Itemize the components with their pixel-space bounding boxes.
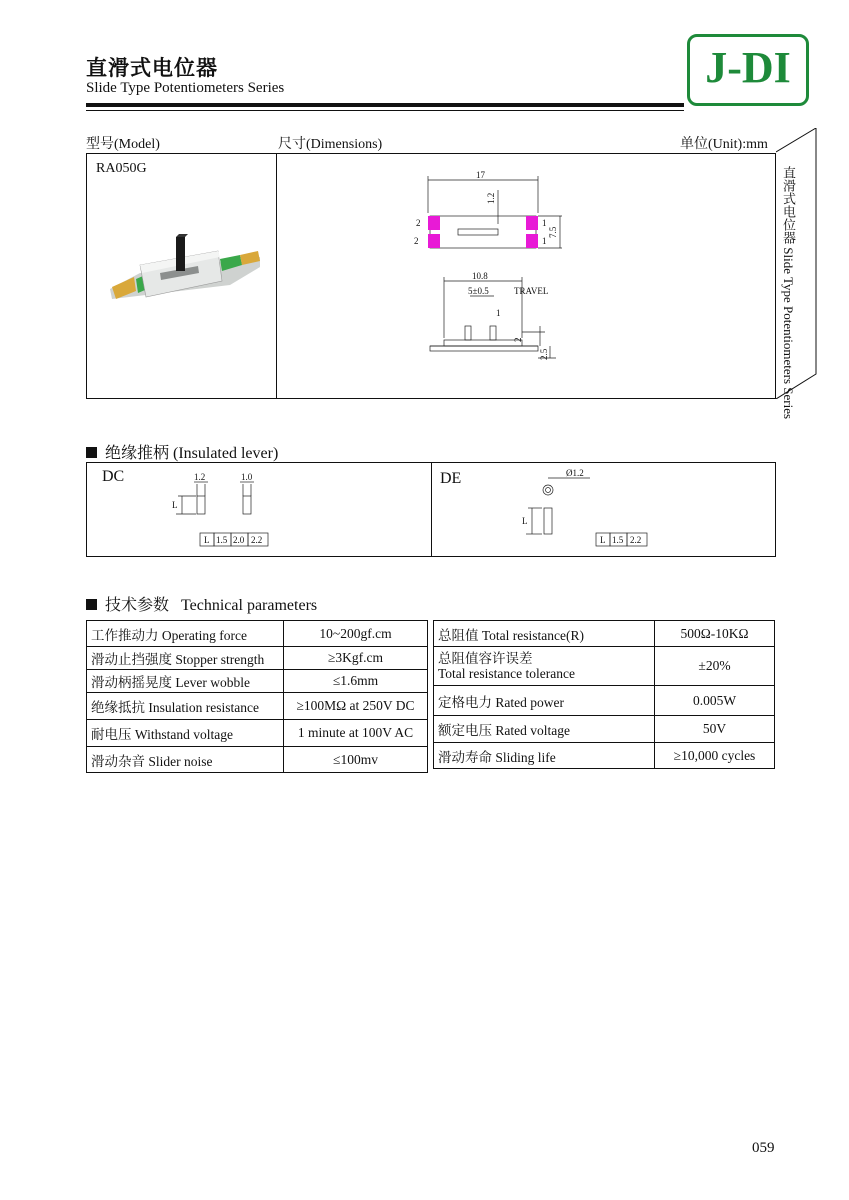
tech-table-right xyxy=(433,620,775,769)
side-tab-label: 直滑式电位器 Slide Type Potentiometers Series xyxy=(781,166,796,420)
de-dim-dia: Ø1.2 xyxy=(566,468,584,478)
table-row xyxy=(87,720,428,747)
dc-option-1: 1.5 xyxy=(216,535,228,545)
table-row xyxy=(434,647,775,686)
de-option-2: 2.2 xyxy=(630,535,642,545)
param-label xyxy=(434,647,655,686)
dim-7-5: 7.5 xyxy=(548,226,558,238)
param-value: 500Ω-10KΩ xyxy=(655,621,775,647)
panel-divider xyxy=(276,153,277,399)
dc-dim-1-2: 1.2 xyxy=(194,472,206,482)
param-value: 10~200gf.cm xyxy=(284,621,428,647)
param-label: 滑动杂音 Slider noise xyxy=(87,747,284,773)
de-option-1: 1.5 xyxy=(612,535,624,545)
lever-dc-label: DC xyxy=(102,468,125,485)
param-value: 1 minute at 100V AC xyxy=(284,720,428,747)
param-value: 50V xyxy=(655,716,775,743)
brand-logo: J-DI xyxy=(687,34,809,106)
dim-2a: 2 xyxy=(416,218,421,228)
param-label: 定格电力 Rated power xyxy=(434,686,655,716)
product-photo xyxy=(100,215,270,315)
de-lever-drawing xyxy=(510,466,650,550)
table-row xyxy=(87,670,428,693)
lever-divider xyxy=(431,462,432,557)
dim-1b: 1 xyxy=(542,236,547,246)
dim-2c: 2 xyxy=(513,337,523,342)
dim-2-5: 2.5 xyxy=(539,348,549,360)
dc-option-2: 2.0 xyxy=(233,535,245,545)
tech-table-left xyxy=(86,620,428,773)
de-dim-L: L xyxy=(522,516,528,526)
page-title-en: Slide Type Potentiometers Series xyxy=(86,80,285,96)
param-label: 工作推动力 Operating force xyxy=(87,621,284,647)
param-label-cn: 总阻值容许误差 xyxy=(438,651,533,666)
dim-10-8: 10.8 xyxy=(472,271,488,281)
lever-section-title: 绝缘推柄 (Insulated lever) xyxy=(86,440,278,463)
model-column-header: 型号(Model) xyxy=(86,137,160,152)
param-value: ≥10,000 cycles xyxy=(655,743,775,769)
param-label: 滑动柄摇晃度 Lever wobble xyxy=(87,670,284,693)
table-row xyxy=(87,693,428,720)
param-label: 额定电压 Rated voltage xyxy=(434,716,655,743)
bullet-square-icon xyxy=(86,447,97,458)
table-row xyxy=(87,747,428,773)
header-rule xyxy=(86,103,684,107)
dim-travel: TRAVEL xyxy=(514,286,549,296)
unit-column-header: 单位(Unit):mm xyxy=(680,137,768,152)
page-number: 059 xyxy=(752,1140,775,1156)
dc-dim-1-0: 1.0 xyxy=(241,472,253,482)
param-label: 总阻值 Total resistance(R) xyxy=(434,621,655,647)
dim-17: 17 xyxy=(476,170,485,180)
de-option-0: L xyxy=(600,535,606,545)
dc-dim-L: L xyxy=(172,500,178,510)
model-number: RA050G xyxy=(96,161,147,176)
param-label: 耐电压 Withstand voltage xyxy=(87,720,284,747)
page-title-cn: 直滑式电位器 xyxy=(86,56,218,80)
dc-lever-drawing xyxy=(160,470,280,552)
table-row xyxy=(434,743,775,769)
dim-1-2: 1.2 xyxy=(486,192,496,204)
table-row xyxy=(87,647,428,670)
dc-option-0: L xyxy=(204,535,210,545)
table-row xyxy=(434,716,775,743)
dc-option-3: 2.2 xyxy=(251,535,263,545)
dim-1a: 1 xyxy=(542,218,547,228)
table-row xyxy=(434,686,775,716)
param-value: 0.005W xyxy=(655,686,775,716)
table-row xyxy=(434,621,775,647)
param-value: ≤100mv xyxy=(284,747,428,773)
bullet-square-icon xyxy=(86,599,97,610)
dimensions-column-header: 尺寸(Dimensions) xyxy=(278,137,383,152)
param-label-en: Total resistance tolerance xyxy=(438,666,575,681)
param-value: ≥100MΩ at 250V DC xyxy=(284,693,428,720)
table-row xyxy=(87,621,428,647)
dim-2b: 2 xyxy=(414,236,419,246)
dim-5: 5±0.5 xyxy=(468,286,489,296)
param-label: 滑动止挡强度 Stopper strength xyxy=(87,647,284,670)
tech-section-title: 技术参数 Technical parameters xyxy=(86,592,317,615)
param-label: 滑动寿命 Sliding life xyxy=(434,743,655,769)
param-value: ≤1.6mm xyxy=(284,670,428,693)
header-rule-thin xyxy=(86,110,684,111)
lever-de-label: DE xyxy=(440,470,462,487)
dim-1c: 1 xyxy=(496,308,501,318)
param-value: ±20% xyxy=(655,647,775,686)
param-label: 绝缘抵抗 Insulation resistance xyxy=(87,693,284,720)
dimension-drawing xyxy=(410,168,570,368)
param-value: ≥3Kgf.cm xyxy=(284,647,428,670)
